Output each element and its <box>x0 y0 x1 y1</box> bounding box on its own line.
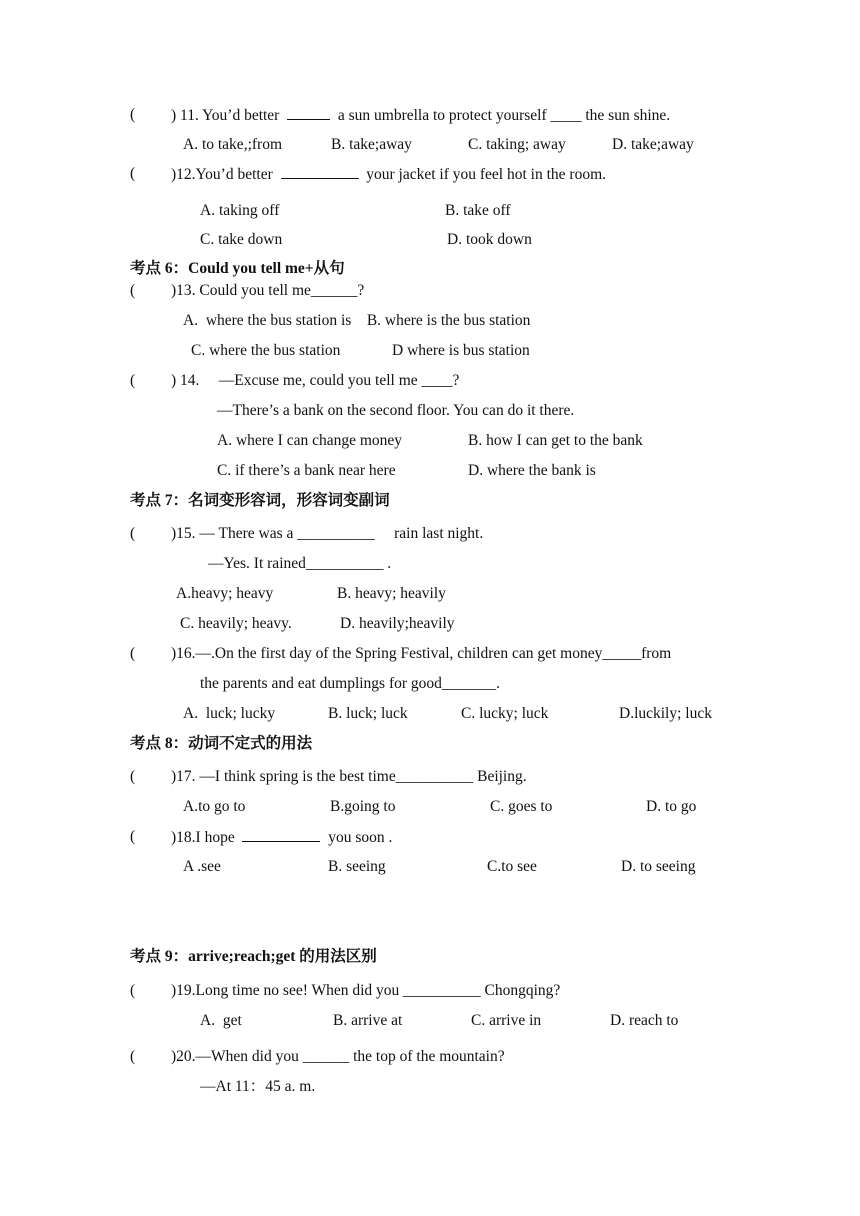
q20-stem: )20.—When did you ______ the top of the mountain? <box>171 1048 505 1065</box>
q12-stem-start: )12.You’d better <box>171 166 273 183</box>
q18-blank <box>242 827 320 842</box>
q11-option-c: C. taking; away <box>468 136 566 153</box>
q15-stem: )15. — There was a __________ rain last night. <box>171 525 484 542</box>
q14-stem: ) 14. —Excuse me, could you tell me ____? <box>171 372 460 389</box>
q11-stem-end: a sun umbrella to protect yourself ____ the sun shine. <box>337 107 671 124</box>
q16-option-c: C. lucky; luck <box>461 705 549 722</box>
section-heading-6: 考点 6：Could you tell me+从句 <box>130 260 345 277</box>
q18-stem-start: )18.I hope <box>171 829 235 846</box>
q12-stem-end: your jacket if you feel hot in the room. <box>366 166 607 183</box>
q19-option-b: B. arrive at <box>333 1012 403 1029</box>
q16-stem-cont: the parents and eat dumplings for good_______. <box>200 675 501 692</box>
q19-option-d: D. reach to <box>610 1012 679 1029</box>
q15-option-c: C. heavily; heavy. <box>180 615 292 632</box>
q14-option-c: C. if there’s a bank near here <box>217 462 396 479</box>
q16-option-b: B. luck; luck <box>328 705 408 722</box>
q12-option-c: C. take down <box>200 231 283 248</box>
q16-stem: )16.—.On the first day of the Spring Festival, children can get money_____from <box>171 645 672 662</box>
q18-paren: ( <box>130 828 136 845</box>
q14-reply: —There’s a bank on the second floor. You can do it there. <box>217 402 575 419</box>
q16-paren: ( <box>130 645 136 662</box>
q12-blank <box>281 164 359 179</box>
q18-option-c: C.to see <box>487 858 537 875</box>
q11-option-a: A. to take,;from <box>183 136 283 153</box>
q13-stem: )13. Could you tell me______? <box>171 282 365 299</box>
q18-option-b: B. seeing <box>328 858 386 875</box>
q18-stem-end: you soon . <box>328 829 393 846</box>
q14-paren: ( <box>130 372 136 389</box>
q12-option-d: D. took down <box>447 231 532 248</box>
q20-reply: —At 11：45 a. m. <box>200 1078 316 1095</box>
q14-option-b: B. how I can get to the bank <box>468 432 643 449</box>
q20-paren: ( <box>130 1048 136 1065</box>
q11-blank <box>287 105 330 120</box>
q19-stem: )19.Long time no see! When did you __________ Chongqing? <box>171 982 561 999</box>
q13-paren: ( <box>130 282 136 299</box>
q17-option-c: C. goes to <box>490 798 553 815</box>
q15-reply: —Yes. It rained__________ . <box>208 555 392 572</box>
q13-option-d: D where is bus station <box>392 342 530 359</box>
q17-stem: )17. —I think spring is the best time__________ Beijing. <box>171 768 527 785</box>
q14-option-a: A. where I can change money <box>217 432 403 449</box>
q13-option-c: C. where the bus station <box>191 342 341 359</box>
q15-option-b: B. heavy; heavily <box>337 585 446 602</box>
q15-option-d: D. heavily;heavily <box>340 615 455 632</box>
q12-paren: ( <box>130 165 136 182</box>
q11-stem <box>171 105 670 126</box>
q19-paren: ( <box>130 982 136 999</box>
q12-stem <box>171 164 606 185</box>
q11-stem-start: ) 11. You’d better <box>171 107 280 124</box>
q13-options-ab: A. where the bus station is B. where is the bus station <box>183 312 531 329</box>
section-heading-7: 考点 7：名词变形容词，形容词变副词 <box>130 492 390 509</box>
q18-stem <box>171 827 392 848</box>
q19-option-a: A. get <box>200 1012 242 1029</box>
q17-option-b: B.going to <box>330 798 396 815</box>
q17-paren: ( <box>130 768 136 785</box>
q11-option-b: B. take;away <box>331 136 412 153</box>
q11-option-d: D. take;away <box>612 136 694 153</box>
q15-paren: ( <box>130 525 136 542</box>
q14-option-d: D. where the bank is <box>468 462 596 479</box>
q11-paren: ( <box>130 106 136 123</box>
section-heading-9: 考点 9：arrive;reach;get 的用法区别 <box>130 948 377 965</box>
q18-option-a: A .see <box>183 858 221 875</box>
q19-option-c: C. arrive in <box>471 1012 542 1029</box>
q12-option-a: A. taking off <box>200 202 280 219</box>
q16-option-d: D.luckily; luck <box>619 705 712 722</box>
q18-option-d: D. to seeing <box>621 858 696 875</box>
section-heading-8: 考点 8：动词不定式的用法 <box>130 735 313 752</box>
q15-option-a: A.heavy; heavy <box>176 585 274 602</box>
q17-option-a: A.to go to <box>183 798 246 815</box>
q17-option-d: D. to go <box>646 798 697 815</box>
q16-option-a: A. luck; lucky <box>183 705 276 722</box>
q12-option-b: B. take off <box>445 202 511 219</box>
